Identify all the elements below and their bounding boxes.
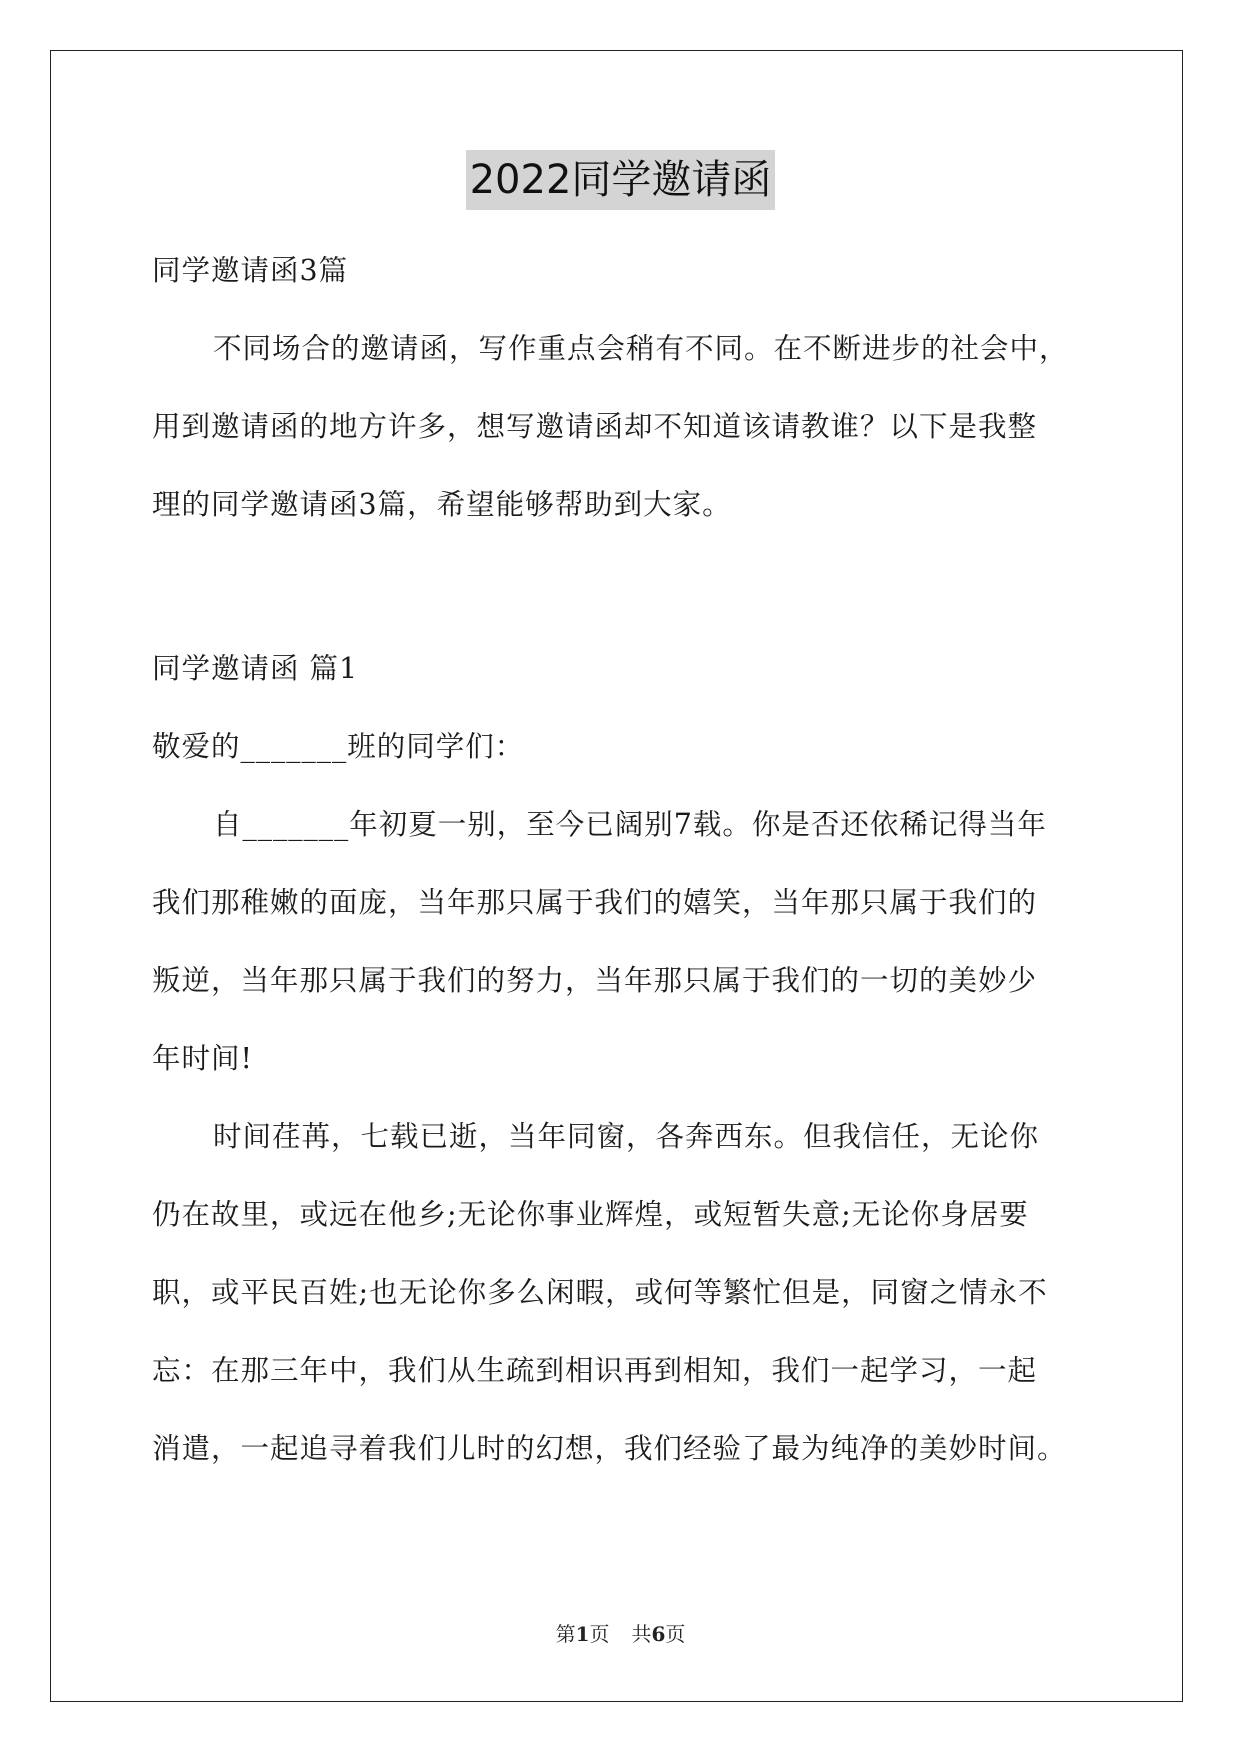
para2-line-2: 仍在故里，或远在他乡;无论你事业辉煌，或短暂失意;无论你身居要 <box>152 1198 1029 1231</box>
salutation: 敬爱的_______班的同学们： <box>152 730 525 763</box>
para1-line-4: 年时间! <box>152 1042 253 1075</box>
intro-line-1: 不同场合的邀请函，写作重点会稍有不同。在不断进步的社会中， <box>213 332 1069 365</box>
para1-line-1: 自_______年初夏一别，至今已阔别7载。你是否还依稀记得当年 <box>213 808 1047 841</box>
subtitle: 同学邀请函3篇 <box>152 254 349 287</box>
intro-line-3: 理的同学邀请函3篇，希望能够帮助到大家。 <box>152 488 732 521</box>
para2-line-4: 忘：在那三年中，我们从生疏到相识再到相知，我们一起学习，一起 <box>152 1354 1038 1387</box>
total-prefix: 共 <box>631 1622 652 1646</box>
para2-line-1: 时间荏苒，七载已逝，当年同窗，各奔西东。但我信任，无论你 <box>213 1120 1040 1153</box>
page-footer <box>0 1618 1241 1647</box>
title-wrap <box>0 150 1241 210</box>
total-suffix: 页 <box>665 1622 686 1646</box>
document-title: 2022同学邀请函 <box>466 150 776 210</box>
para1-line-3: 叛逆，当年那只属于我们的努力，当年那只属于我们的一切的美妙少 <box>152 964 1038 997</box>
section-heading: 同学邀请函 篇1 <box>152 652 359 685</box>
document-body <box>152 232 1092 1488</box>
page-prefix: 第 <box>555 1622 576 1646</box>
page-suffix: 页 <box>589 1622 610 1646</box>
page-total: 6 <box>651 1622 666 1646</box>
para2-line-5: 消遣，一起追寻着我们儿时的幻想，我们经验了最为纯净的美妙时间。 <box>152 1432 1067 1465</box>
page-current: 1 <box>575 1622 590 1646</box>
para1-line-2: 我们那稚嫩的面庞，当年那只属于我们的嬉笑，当年那只属于我们的 <box>152 886 1038 919</box>
intro-line-2: 用到邀请函的地方许多，想写邀请函却不知道该请教谁？以下是我整 <box>152 410 1038 443</box>
para2-line-3: 职，或平民百姓;也无论你多么闲暇，或何等繁忙但是，同窗之情永不 <box>152 1276 1048 1309</box>
